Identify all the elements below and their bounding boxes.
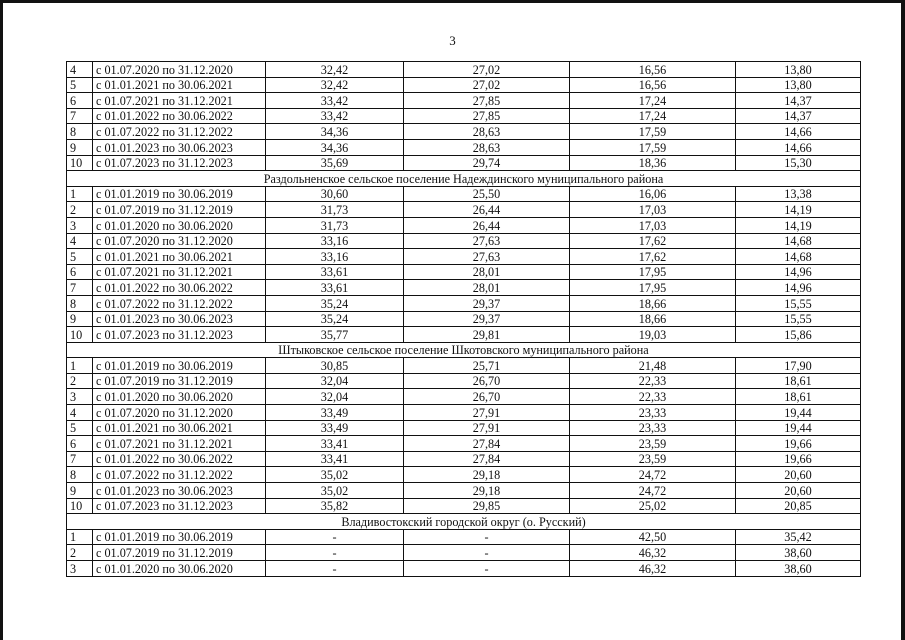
value-2-cell: 27,85 [404, 93, 570, 109]
table-row [67, 124, 861, 140]
value-2-cell: 29,74 [404, 155, 570, 171]
value-2-cell: 25,71 [404, 358, 570, 374]
row-number-cell: 2 [67, 373, 93, 389]
value-3-cell: 19,03 [570, 327, 736, 343]
value-3-cell: 46,32 [570, 561, 736, 577]
value-1-cell: 30,60 [266, 186, 404, 202]
value-2-cell: 26,44 [404, 217, 570, 233]
value-1-cell: 32,42 [266, 77, 404, 93]
table-row [67, 467, 861, 483]
section-heading: Штыковское сельское поселение Шкотовского муниципального района [67, 342, 861, 358]
table-row [67, 451, 861, 467]
value-1-cell: 34,36 [266, 124, 404, 140]
scan-edge-left [0, 0, 3, 640]
value-2-cell: 29,37 [404, 311, 570, 327]
value-3-cell: 25,02 [570, 498, 736, 514]
value-4-cell: 20,85 [736, 498, 861, 514]
period-cell: с 01.07.2019 по 31.12.2019 [93, 545, 266, 561]
row-number-cell: 8 [67, 295, 93, 311]
table-row [67, 327, 861, 343]
value-3-cell: 18,66 [570, 311, 736, 327]
period-cell: с 01.07.2019 по 31.12.2019 [93, 202, 266, 218]
value-3-cell: 18,36 [570, 155, 736, 171]
value-3-cell: 23,59 [570, 436, 736, 452]
period-cell: с 01.01.2020 по 30.06.2020 [93, 389, 266, 405]
period-cell: с 01.07.2020 по 31.12.2020 [93, 405, 266, 421]
value-3-cell: 17,59 [570, 139, 736, 155]
period-cell: с 01.07.2020 по 31.12.2020 [93, 62, 266, 78]
value-4-cell: 38,60 [736, 561, 861, 577]
period-cell: с 01.07.2021 по 31.12.2021 [93, 264, 266, 280]
period-cell: с 01.07.2019 по 31.12.2019 [93, 373, 266, 389]
value-1-cell: - [266, 545, 404, 561]
value-3-cell: 24,72 [570, 483, 736, 499]
row-number-cell: 8 [67, 124, 93, 140]
row-number-cell: 10 [67, 498, 93, 514]
value-1-cell: 35,24 [266, 311, 404, 327]
row-number-cell: 8 [67, 467, 93, 483]
value-1-cell: 33,42 [266, 93, 404, 109]
row-number-cell: 3 [67, 389, 93, 405]
value-3-cell: 17,03 [570, 202, 736, 218]
table-row [67, 358, 861, 374]
period-cell: с 01.07.2023 по 31.12.2023 [93, 498, 266, 514]
period-cell: с 01.01.2023 по 30.06.2023 [93, 483, 266, 499]
value-1-cell: 33,49 [266, 405, 404, 421]
value-1-cell: 33,41 [266, 451, 404, 467]
value-2-cell: 28,63 [404, 139, 570, 155]
value-4-cell: 14,37 [736, 93, 861, 109]
value-3-cell: 42,50 [570, 529, 736, 545]
value-2-cell: 27,85 [404, 108, 570, 124]
value-2-cell: 27,91 [404, 420, 570, 436]
table-row [67, 436, 861, 452]
period-cell: с 01.01.2023 по 30.06.2023 [93, 139, 266, 155]
table-row [67, 545, 861, 561]
row-number-cell: 4 [67, 233, 93, 249]
value-1-cell: 33,16 [266, 249, 404, 265]
table-row [67, 155, 861, 171]
scan-edge-top [0, 0, 905, 3]
row-number-cell: 7 [67, 280, 93, 296]
row-number-cell: 3 [67, 217, 93, 233]
value-3-cell: 18,66 [570, 295, 736, 311]
table-row [67, 202, 861, 218]
scan-edge-right [901, 0, 905, 640]
value-3-cell: 17,95 [570, 280, 736, 296]
value-1-cell: 35,02 [266, 483, 404, 499]
table-row [67, 280, 861, 296]
table-row [67, 108, 861, 124]
value-3-cell: 16,06 [570, 186, 736, 202]
value-4-cell: 13,38 [736, 186, 861, 202]
value-4-cell: 19,44 [736, 405, 861, 421]
period-cell: с 01.01.2022 по 30.06.2022 [93, 280, 266, 296]
value-3-cell: 17,62 [570, 249, 736, 265]
value-1-cell: 30,85 [266, 358, 404, 374]
value-4-cell: 19,66 [736, 436, 861, 452]
period-cell: с 01.01.2021 по 30.06.2021 [93, 77, 266, 93]
value-4-cell: 14,19 [736, 202, 861, 218]
value-1-cell: 32,42 [266, 62, 404, 78]
value-1-cell: 35,02 [266, 467, 404, 483]
tariff-table [66, 61, 861, 577]
value-2-cell: - [404, 529, 570, 545]
value-3-cell: 16,56 [570, 77, 736, 93]
table-row [67, 311, 861, 327]
table-row [67, 295, 861, 311]
value-2-cell: 29,85 [404, 498, 570, 514]
value-3-cell: 17,24 [570, 108, 736, 124]
page-number: 3 [449, 33, 456, 48]
value-1-cell: 31,73 [266, 217, 404, 233]
value-1-cell: 33,16 [266, 233, 404, 249]
value-4-cell: 14,68 [736, 233, 861, 249]
value-3-cell: 17,24 [570, 93, 736, 109]
table-row [67, 93, 861, 109]
row-number-cell: 6 [67, 264, 93, 280]
value-1-cell: - [266, 529, 404, 545]
value-1-cell: 35,69 [266, 155, 404, 171]
row-number-cell: 7 [67, 108, 93, 124]
table-row [67, 233, 861, 249]
section-heading: Раздольненское сельское поселение Надеждинского муниципального района [67, 171, 861, 187]
period-cell: с 01.07.2022 по 31.12.2022 [93, 467, 266, 483]
value-1-cell: 33,61 [266, 264, 404, 280]
period-cell: с 01.01.2021 по 30.06.2021 [93, 249, 266, 265]
value-2-cell: 27,63 [404, 249, 570, 265]
table-row [67, 389, 861, 405]
value-4-cell: 13,80 [736, 77, 861, 93]
table-row [67, 373, 861, 389]
tariff-table-body [67, 62, 861, 577]
row-number-cell: 5 [67, 249, 93, 265]
row-number-cell: 3 [67, 561, 93, 577]
table-row [67, 264, 861, 280]
period-cell: с 01.07.2023 по 31.12.2023 [93, 327, 266, 343]
value-3-cell: 23,59 [570, 451, 736, 467]
table-row [67, 420, 861, 436]
period-cell: с 01.07.2021 по 31.12.2021 [93, 436, 266, 452]
value-4-cell: 18,61 [736, 389, 861, 405]
value-4-cell: 17,90 [736, 358, 861, 374]
row-number-cell: 9 [67, 483, 93, 499]
value-4-cell: 15,55 [736, 311, 861, 327]
value-4-cell: 20,60 [736, 483, 861, 499]
value-2-cell: 29,18 [404, 467, 570, 483]
table-row [67, 498, 861, 514]
period-cell: с 01.01.2019 по 30.06.2019 [93, 186, 266, 202]
value-4-cell: 35,42 [736, 529, 861, 545]
row-number-cell: 6 [67, 93, 93, 109]
period-cell: с 01.07.2022 по 31.12.2022 [93, 124, 266, 140]
value-1-cell: 35,82 [266, 498, 404, 514]
row-number-cell: 2 [67, 202, 93, 218]
section-header-row [67, 342, 861, 358]
row-number-cell: 10 [67, 327, 93, 343]
table-row [67, 483, 861, 499]
value-1-cell: 33,61 [266, 280, 404, 296]
row-number-cell: 4 [67, 62, 93, 78]
row-number-cell: 5 [67, 420, 93, 436]
table-row [67, 139, 861, 155]
value-2-cell: - [404, 561, 570, 577]
value-3-cell: 17,59 [570, 124, 736, 140]
row-number-cell: 5 [67, 77, 93, 93]
value-3-cell: 24,72 [570, 467, 736, 483]
value-2-cell: 26,70 [404, 373, 570, 389]
value-2-cell: 28,01 [404, 280, 570, 296]
period-cell: с 01.01.2021 по 30.06.2021 [93, 420, 266, 436]
table-row [67, 77, 861, 93]
value-2-cell: 28,01 [404, 264, 570, 280]
table-row [67, 186, 861, 202]
value-4-cell: 13,80 [736, 62, 861, 78]
value-2-cell: 27,63 [404, 233, 570, 249]
value-2-cell: 27,91 [404, 405, 570, 421]
value-2-cell: 29,81 [404, 327, 570, 343]
row-number-cell: 7 [67, 451, 93, 467]
value-4-cell: 14,66 [736, 139, 861, 155]
value-1-cell: 35,24 [266, 295, 404, 311]
table-row [67, 561, 861, 577]
value-1-cell: 31,73 [266, 202, 404, 218]
value-2-cell: 26,70 [404, 389, 570, 405]
value-1-cell: 33,41 [266, 436, 404, 452]
period-cell: с 01.01.2020 по 30.06.2020 [93, 217, 266, 233]
value-1-cell: 32,04 [266, 389, 404, 405]
value-4-cell: 14,19 [736, 217, 861, 233]
value-2-cell: 27,84 [404, 451, 570, 467]
period-cell: с 01.07.2022 по 31.12.2022 [93, 295, 266, 311]
table-row [67, 62, 861, 78]
period-cell: с 01.01.2022 по 30.06.2022 [93, 108, 266, 124]
value-3-cell: 17,62 [570, 233, 736, 249]
row-number-cell: 9 [67, 139, 93, 155]
section-header-row [67, 514, 861, 530]
row-number-cell: 1 [67, 186, 93, 202]
value-1-cell: - [266, 561, 404, 577]
value-1-cell: 33,49 [266, 420, 404, 436]
value-4-cell: 14,66 [736, 124, 861, 140]
value-4-cell: 14,68 [736, 249, 861, 265]
value-4-cell: 19,44 [736, 420, 861, 436]
row-number-cell: 2 [67, 545, 93, 561]
value-2-cell: 29,37 [404, 295, 570, 311]
value-2-cell: - [404, 545, 570, 561]
value-4-cell: 14,96 [736, 264, 861, 280]
value-3-cell: 17,03 [570, 217, 736, 233]
value-4-cell: 38,60 [736, 545, 861, 561]
period-cell: с 01.07.2023 по 31.12.2023 [93, 155, 266, 171]
value-4-cell: 14,37 [736, 108, 861, 124]
row-number-cell: 1 [67, 358, 93, 374]
row-number-cell: 10 [67, 155, 93, 171]
value-2-cell: 29,18 [404, 483, 570, 499]
value-1-cell: 35,77 [266, 327, 404, 343]
period-cell: с 01.01.2020 по 30.06.2020 [93, 561, 266, 577]
period-cell: с 01.07.2021 по 31.12.2021 [93, 93, 266, 109]
value-2-cell: 27,02 [404, 77, 570, 93]
table-row [67, 217, 861, 233]
period-cell: с 01.01.2019 по 30.06.2019 [93, 529, 266, 545]
section-heading: Владивостокский городской округ (о. Русский) [67, 514, 861, 530]
value-2-cell: 27,02 [404, 62, 570, 78]
value-2-cell: 27,84 [404, 436, 570, 452]
value-3-cell: 22,33 [570, 389, 736, 405]
value-1-cell: 32,04 [266, 373, 404, 389]
value-4-cell: 18,61 [736, 373, 861, 389]
row-number-cell: 6 [67, 436, 93, 452]
value-4-cell: 15,30 [736, 155, 861, 171]
row-number-cell: 9 [67, 311, 93, 327]
table-row [67, 405, 861, 421]
period-cell: с 01.01.2022 по 30.06.2022 [93, 451, 266, 467]
value-3-cell: 16,56 [570, 62, 736, 78]
value-3-cell: 46,32 [570, 545, 736, 561]
period-cell: с 01.01.2019 по 30.06.2019 [93, 358, 266, 374]
value-1-cell: 33,42 [266, 108, 404, 124]
value-2-cell: 26,44 [404, 202, 570, 218]
value-4-cell: 15,86 [736, 327, 861, 343]
value-3-cell: 23,33 [570, 405, 736, 421]
value-4-cell: 19,66 [736, 451, 861, 467]
value-1-cell: 34,36 [266, 139, 404, 155]
value-4-cell: 15,55 [736, 295, 861, 311]
value-2-cell: 28,63 [404, 124, 570, 140]
value-4-cell: 20,60 [736, 467, 861, 483]
value-3-cell: 17,95 [570, 264, 736, 280]
period-cell: с 01.07.2020 по 31.12.2020 [93, 233, 266, 249]
value-3-cell: 23,33 [570, 420, 736, 436]
section-header-row [67, 171, 861, 187]
value-4-cell: 14,96 [736, 280, 861, 296]
value-3-cell: 22,33 [570, 373, 736, 389]
period-cell: с 01.01.2023 по 30.06.2023 [93, 311, 266, 327]
row-number-cell: 4 [67, 405, 93, 421]
table-row [67, 529, 861, 545]
value-3-cell: 21,48 [570, 358, 736, 374]
value-2-cell: 25,50 [404, 186, 570, 202]
table-row [67, 249, 861, 265]
row-number-cell: 1 [67, 529, 93, 545]
